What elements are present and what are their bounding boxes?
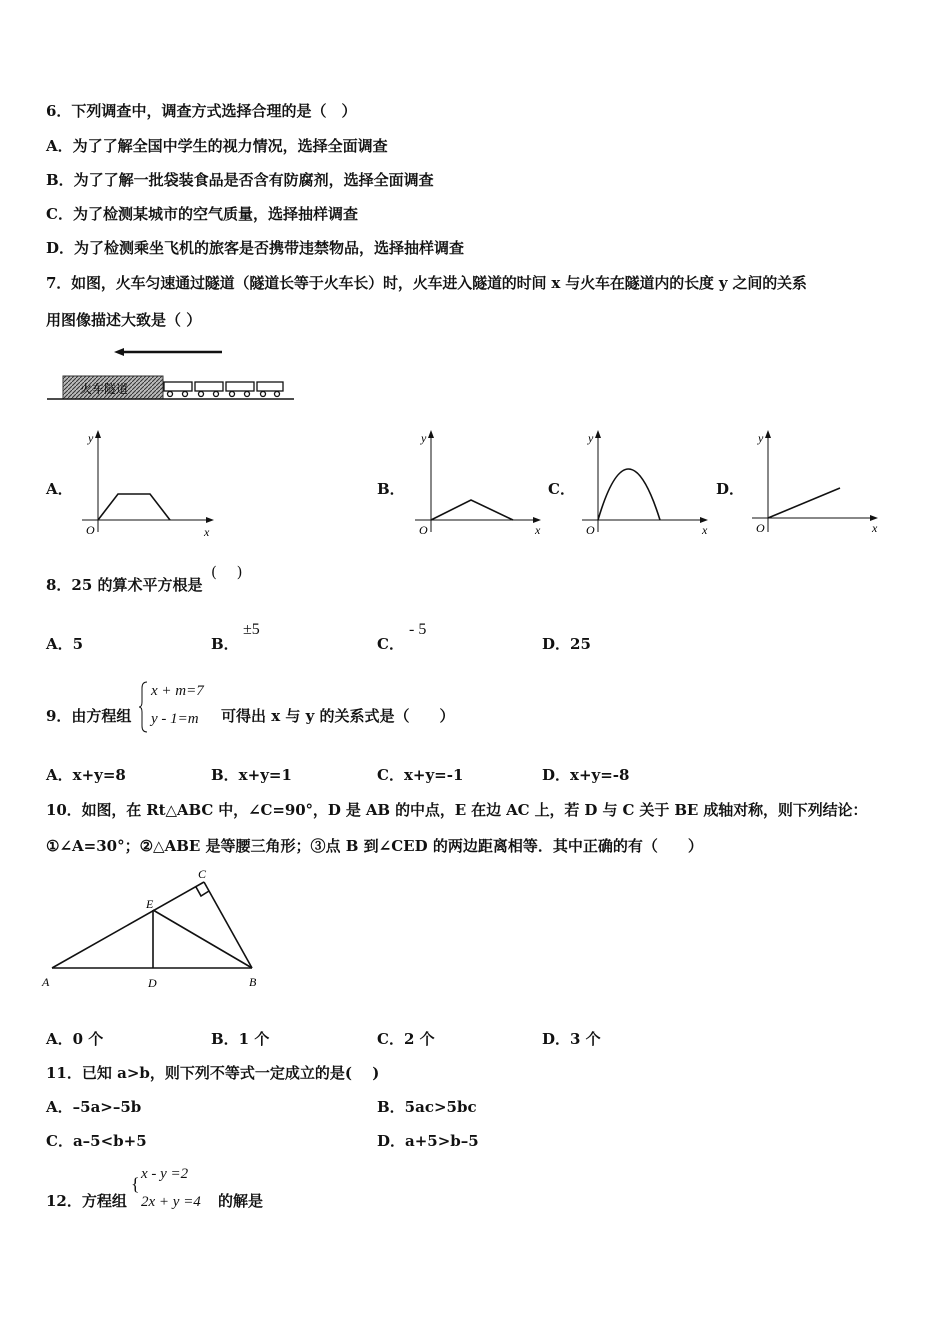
axis-origin-label: O [419,523,428,537]
q10-stem-line2: ①∠A=30°；②△ABE 是等腰三角形；③点 B 到∠CED 的两边距离相等．其中正确的有（ ） [46,837,703,855]
point-a-label: A [42,975,50,989]
point-d-label: D [148,976,157,990]
q7-graph-b [413,428,553,540]
q9-eq2: y - 1=m [151,711,199,727]
q9-option-b: B．x+y=1 [211,766,292,784]
q9-eq1: x + m=7 [151,683,204,699]
q10-option-d: D．3 个 [542,1030,601,1048]
q10-triangle-figure [40,862,280,994]
q6-option-b: B．为了了解一批袋装食品是否含有防腐剂，选择全面调查 [46,171,434,189]
q12-eq1: x - y =2 [141,1166,189,1182]
q12-suffix: 的解是 [218,1192,264,1210]
q7-option-a-label: A． [46,480,73,498]
axis-y-label: y [588,431,594,445]
q6-option-d: D．为了检测乘坐飞机的旅客是否携带违禁物品，选择抽样调查 [46,239,465,257]
axis-y-label: y [88,431,94,445]
axis-x-label: x [872,521,878,535]
q9-option-a: A．x+y=8 [46,766,126,784]
q7-graph-a [80,428,220,540]
q7-option-d-label: D． [716,480,745,498]
q6-stem: 6．下列调查中，调查方式选择合理的是（ ） [46,102,357,120]
q11-option-a: A．–5a>–5b [46,1098,142,1116]
q7-stem-line2: 用图像描述大致是（ ） [46,311,202,329]
q7-graph-c [580,428,720,540]
q9-left-brace [139,680,149,734]
q8-option-a: A．5 [46,635,84,653]
q8-paren: ( ) [211,563,243,581]
q7-tunnel-figure [44,342,299,406]
q11-stem: 11．已知 a>b，则下列不等式一定成立的是( ) [46,1064,380,1082]
axis-x-label: x [535,523,541,537]
q8-option-d: D．25 [542,635,591,653]
q8-option-b-label: B． [211,635,239,653]
q8-stem: 8．25 的算术平方根是 [46,576,203,594]
axis-origin-label: O [86,523,95,537]
q10-option-a: A．0 个 [46,1030,104,1048]
q9-suffix: 可得出 x 与 y 的关系式是（ ） [221,707,455,725]
q11-option-c: C．a–5<b+5 [46,1132,147,1150]
q6-option-c: C．为了检测某城市的空气质量，选择抽样调查 [46,205,358,223]
axis-x-label: x [204,525,210,539]
point-c-label: C [198,867,207,881]
q7-stem-line1: 7．如图，火车匀速通过隧道（隧道长等于火车长）时，火车进入隧道的时间 x 与火车在隧道内的长度 y 之间的关系 [46,274,807,292]
point-e-label: E [146,897,154,911]
q10-stem-line1: 10．如图，在 Rt△ABC 中，∠C=90°，D 是 AB 的中点，E 在边 AC 上，若 D 与 C 关于 BE 成轴对称，则下列结论： [46,801,868,819]
q7-option-c-label: C． [548,480,575,498]
point-b-label: B [249,975,257,989]
q12-prefix: 12．方程组 [46,1192,127,1210]
q8-option-c-value: - 5 [409,621,427,638]
q11-option-d: D．a+5>b–5 [377,1132,479,1150]
q12-left-brace: { [131,1174,140,1194]
q10-option-c: C．2 个 [377,1030,435,1048]
q7-option-b-label: B． [377,480,405,498]
q11-option-b: B．5ac>5bc [377,1098,477,1116]
q10-option-b: B．1 个 [211,1030,270,1048]
q6-option-a: A．为了了解全国中学生的视力情况，选择全面调查 [46,137,388,155]
q7-graph-d [750,428,890,540]
q8-option-b-value: ±5 [243,621,260,638]
q9-option-c: C．x+y=-1 [377,766,464,784]
axis-x-label: x [702,523,708,537]
axis-origin-label: O [756,521,765,535]
q12-eq2: 2x + y =4 [141,1194,201,1210]
q9-option-d: D．x+y=-8 [542,766,630,784]
tunnel-label: 火车隧道 [80,382,129,396]
axis-origin-label: O [586,523,595,537]
axis-y-label: y [421,431,427,445]
axis-y-label: y [758,431,764,445]
q9-prefix: 9．由方程组 [46,707,132,725]
q8-option-c-label: C． [377,635,404,653]
